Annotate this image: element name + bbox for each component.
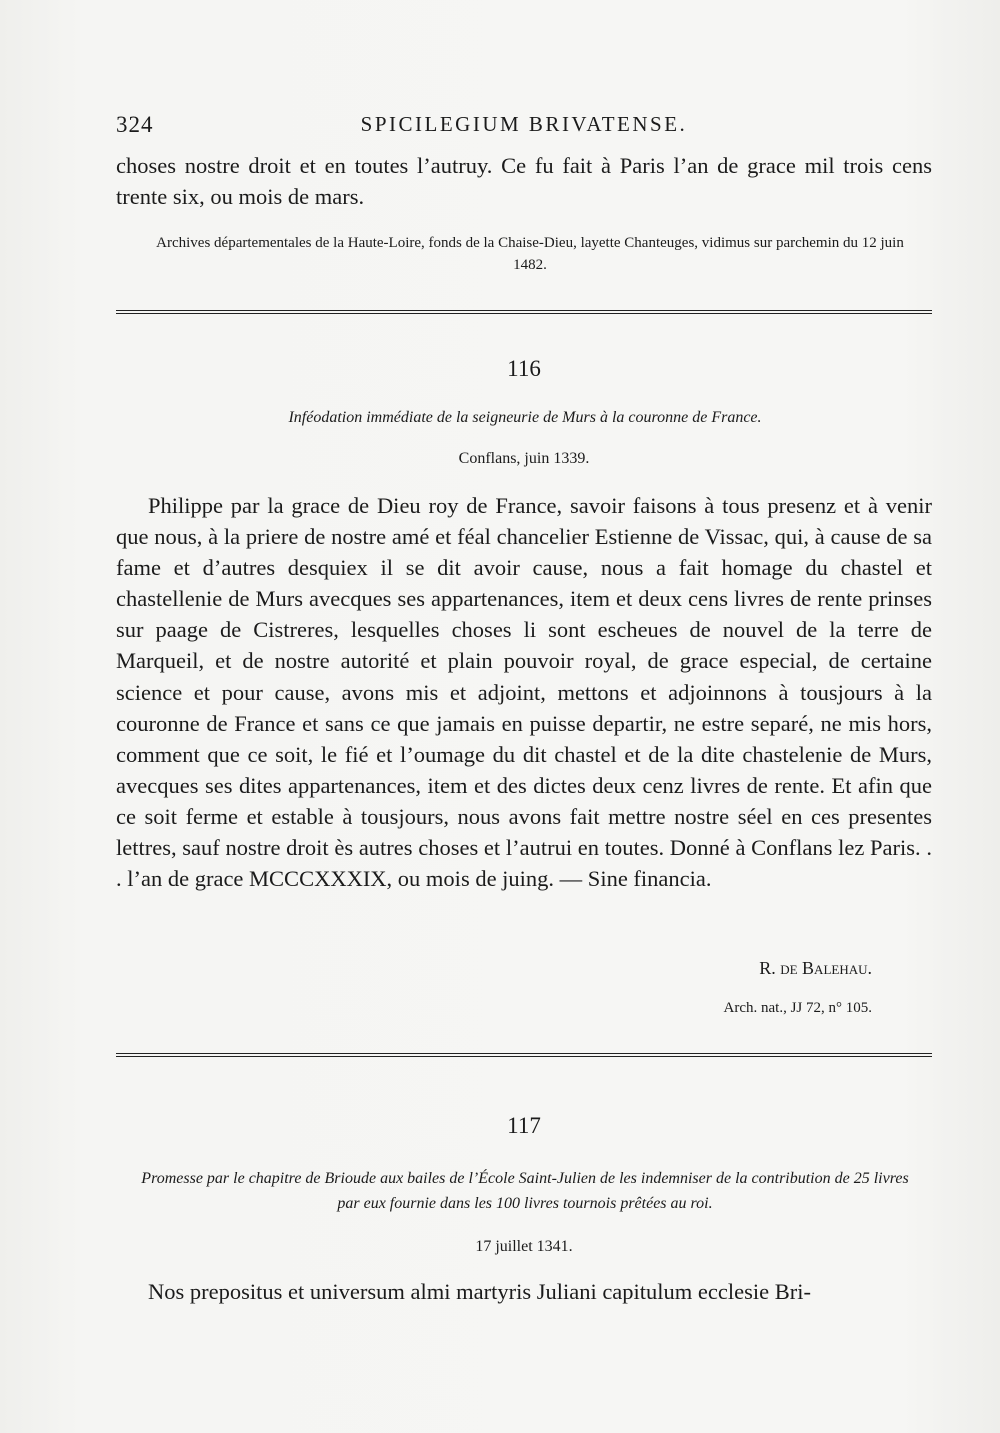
document-title: Inféodation immédiate de la seigneurie de Murs à la couronne de France.: [288, 409, 762, 426]
document-place-date: Conflans, juin 1339.: [458, 450, 590, 467]
document-body: Philippe par la grace de Dieu roy de France, savoir faisons à tous presenz et à venir que nous, à la priere de nostre amé et féal chancelier Estienne de Vissac, qui, à cause de sa fame et d’autres desquiex il se dit avoir cause, nous a fait homage du chastel et chastellenie de Murs avecques ses appartenances, item et deux cens livres de rente prinses sur paage de Cistreres, lesquelles choses li sont escheues de nouvel de la terre de Marqueil, et de nostre autorité et plain pouvoir royal, de grace especial, de certaine science et pour cause, avons mis et adjoint, mettons et adjoinnons à tousjours à la couronne de France et sans ce que jamais en puisse departir, ne estre separé, ne mis hors, comment que ce soit, le fié et l’oumage du dit chastel et de la dite chastelenie de Murs, avecques ses dites appartenances, item et des dictes deux cenz livres de rente. Et afin que ce soit ferme et estable à tousjours, nous avons fait mettre nostre séel en ces presentes lettres, sauf nostre droit ès autres choses et l’autrui en toutes. Donné à Conflans lez Paris. . . l’an de grace MCCCXXXIX, ou mois de juing. — Sine financia.: [116, 493, 932, 892]
source-note: Archives départementales de la Haute-Loire, fonds de la Chaise-Dieu, layette Chanteuges, vidimus sur parchemin du 12 juin 1482.: [156, 235, 904, 273]
page-number: 324: [116, 112, 154, 137]
document-number: 117: [507, 1113, 541, 1138]
running-title: SPICILEGIUM BRIVATENSE.: [360, 112, 688, 136]
signature: R. de Balehau.: [759, 958, 872, 978]
continuation-paragraph: choses nostre droit et en toutes l’autruy. Ce fu fait à Paris l’an de grace mil trois cens trente six, ou mois de mars.: [116, 153, 932, 209]
section-divider: [116, 1053, 932, 1057]
document-place-date: 17 juillet 1341.: [475, 1238, 573, 1255]
document-body: Nos prepositus et universum almi martyris Juliani capitulum ecclesie Bri-: [148, 1279, 811, 1304]
archive-reference: Arch. nat., JJ 72, n° 105.: [723, 1000, 872, 1016]
document-number: 116: [507, 356, 541, 381]
document-title: Promesse par le chapitre de Brioude aux bailes de l’École Saint-Julien de les indemniser de la contribution de 25 livres par eux fournie dans les 100 livres tournois prêtées au roi.: [141, 1170, 909, 1212]
section-divider: [116, 310, 932, 314]
page-header: [116, 112, 932, 142]
